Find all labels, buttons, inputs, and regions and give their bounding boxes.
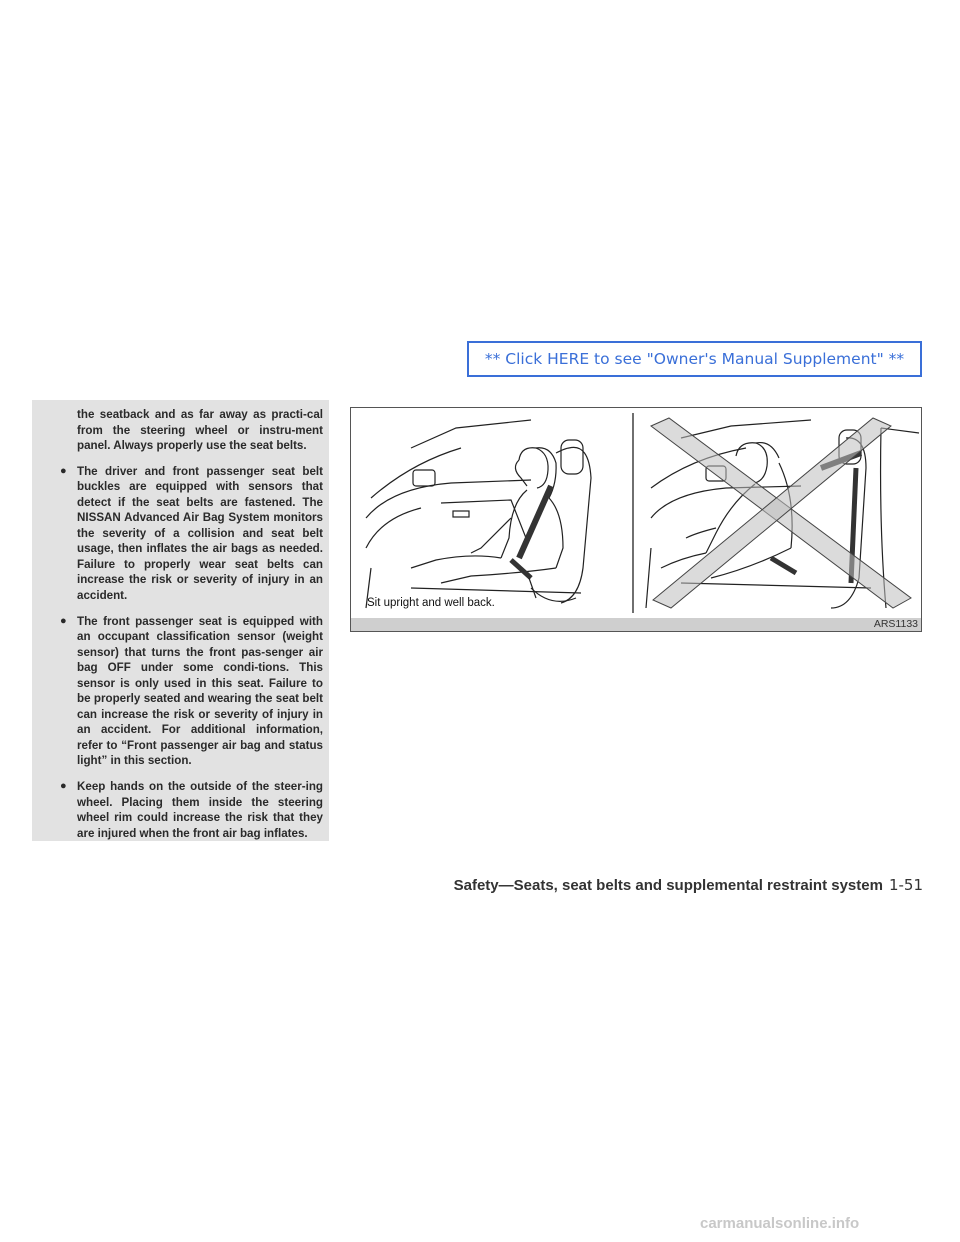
warning-continuation-text: the seatback and as far away as practi-cal from the steering wheel or instru-ment panel. Always properly use the seat belts. [77,408,323,453]
warning-box [32,400,329,841]
page-number: 1-51 [888,876,923,894]
correct-posture-drawing [366,420,591,608]
warning-bullet-text: The front passenger seat is equipped with an occupant classification sensor (weight sensor) that turns the front pas-senger air bag OFF under some condi-tions. This sensor is only used in this seat. Failure to be properly seated and wearing the seat belt can increase the risk or severity of injury in an accident. For additional information, refer to “Front passenger air bag and status light” in this section. [77,614,323,768]
warning-bullet-text: Keep hands on the outside of the steer-ing wheel. Placing them inside the steering wheel rim could increase the risk that they are injured when the front air bag inflates. [77,780,323,840]
warning-bullet-item [42,464,323,604]
prohibited-x-icon [651,418,911,608]
owners-manual-supplement-link[interactable]: ** Click HERE to see "Owner's Manual Supplement" ** [467,341,922,377]
warning-bullet-text: The driver and front passenger seat belt buckles are equipped with sensors that detect if the seat belts are fastened. The NISSAN Advanced Air Bag System monitors the severity of a collision and seat belt usage, then inflates the air bags as needed. Failure to properly wear seat belts can increase the risk or severity of injury in an accident. [77,464,323,603]
bullet-icon: ● [60,614,67,627]
figure-id: ARS1133 [351,618,921,631]
warning-bullet-item [42,779,323,841]
warning-bullet-item [42,614,323,769]
warning-bullet-list [42,464,323,842]
figure-caption: Sit upright and well back. [367,597,495,609]
bullet-icon: ● [60,464,67,477]
page-footer [399,876,923,894]
watermark-text: carmanualsonline.info [700,1215,860,1232]
footer-section-title: Safety—Seats, seat belts and supplemental restraint system [453,877,883,894]
seating-posture-illustration [350,407,922,632]
bullet-icon: ● [60,780,67,793]
